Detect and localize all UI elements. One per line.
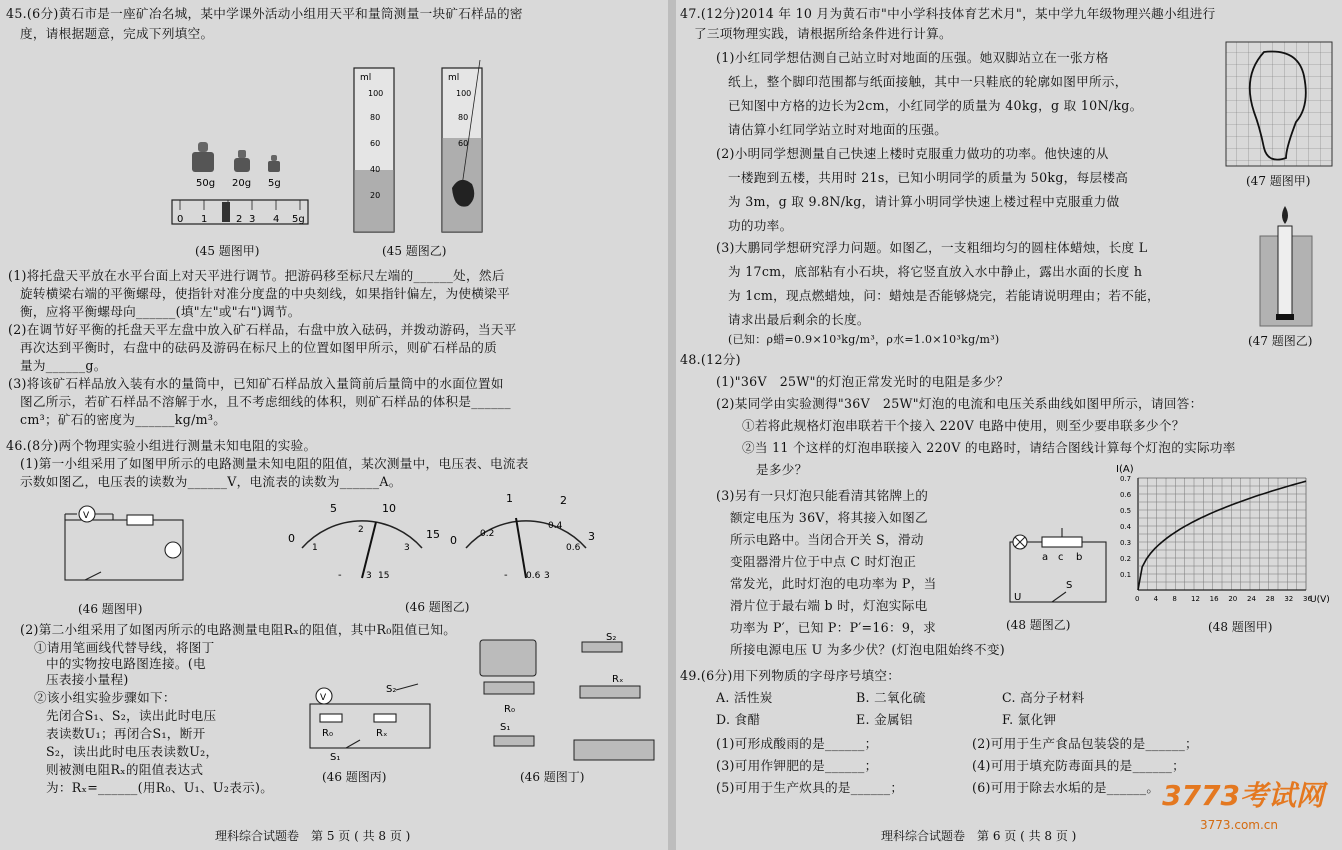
q49-item: (5)可用于生产炊具的是______； [716, 780, 904, 795]
q49-item: (4)可用于填充防毒面具的是______； [972, 758, 1186, 773]
device-s1-label: S₁ [500, 722, 511, 733]
circuit-c-s2: S₂ [386, 684, 397, 695]
q48-line: 所示电路中。当闭合开关 S，滑动 [730, 532, 924, 547]
scale-tick-0: 0 [177, 214, 184, 225]
q48-line: 变阻器滑片位于中点 C 时灯泡正 [730, 554, 917, 569]
cyl-a-tick: 60 [370, 139, 381, 148]
page-5 [0, 0, 668, 850]
q45-line: 图乙所示，若矿石样品不溶解于水，且不考虑细线的体积，则矿石样品的体积是______ [20, 394, 511, 409]
q47-intro: 了三项物理实践，请根据所给条件进行计算。 [694, 26, 952, 41]
q49-item: (1)可形成酸雨的是______； [716, 736, 878, 751]
q45-line: 量为______g。 [20, 358, 107, 373]
graph-xtick: 28 [1265, 595, 1275, 603]
q47-line: 纸上，整个脚印范围都与纸面接触，其中一只鞋底的轮廓如图甲所示， [728, 74, 1128, 89]
graph-ytick: 0.6 [1120, 491, 1132, 499]
q46-caption-c: (46 题图丙) [322, 770, 387, 784]
q48-line: (2)某同学由实验测得"36V 25W"灯泡的电流和电压关系曲线如图甲所示，请回答： [716, 396, 1203, 411]
q48-line: 常发光，此时灯泡的电功率为 P，当 [730, 576, 937, 591]
resistor-rx-device [580, 686, 640, 698]
graph-ytick: 0.1 [1120, 571, 1132, 579]
q46-line: 则被测电阻Rₓ的阻值表达式 [46, 762, 204, 777]
weight-5g-label: 5g [268, 178, 281, 189]
q45-line: cm³；矿石的密度为______kg/m³。 [20, 412, 227, 427]
watermark-url: 3773.com.cn [1200, 818, 1278, 832]
candle-figure [1256, 206, 1316, 328]
q45-caption-a: (45 题图甲) [195, 244, 260, 258]
q47-line: 为 17cm，底部粘有小石块，将它竖直放入水中静止，露出水面的长度 h [728, 264, 1143, 279]
flame [1282, 206, 1288, 224]
q45-caption-b: (45 题图乙) [382, 244, 447, 258]
graph-xtick: 24 [1247, 595, 1256, 603]
q46-components [470, 632, 660, 772]
q47-line: 请求出最后剩余的长度。 [728, 312, 870, 327]
q46-circuit-c [300, 680, 440, 760]
graph-xtick: 20 [1228, 595, 1238, 603]
q46-meters [282, 492, 612, 592]
graph-xtick: 0 [1135, 595, 1140, 603]
cyl-a-tick: 20 [370, 191, 381, 200]
scale-tick-4: 4 [273, 214, 280, 225]
q46-caption-b: (46 题图乙) [405, 600, 470, 614]
q46-caption-d: (46 题图丁) [520, 770, 585, 784]
q49-item: (6)可用于除去水垢的是______。 [972, 780, 1160, 795]
scale-tick-1: 1 [201, 214, 208, 225]
q46-line: S₂，读出此时电压表读数U₂， [46, 744, 219, 759]
a-tick: 0.4 [548, 521, 563, 531]
circuit-c-rx: Rₓ [376, 728, 388, 739]
ammeter-needle [516, 518, 526, 578]
page-fold [668, 0, 676, 850]
graph-ytick: 0.5 [1120, 507, 1132, 515]
v-tick: 1 [312, 543, 318, 553]
rheostat-b: b [1076, 552, 1083, 563]
q46-line: 中的实物按电路图连接。(电 [46, 656, 206, 671]
voltmeter-device [480, 640, 536, 676]
resistor-r0-device [484, 682, 534, 694]
q45-line: 衡，应将平衡螺母向______(填"左"或"右")调节。 [20, 304, 301, 319]
graph-xtick: 12 [1191, 595, 1200, 603]
v-terminal: 15 [378, 571, 390, 581]
q45-line: (3)将该矿石样品放入装有水的量筒中，已知矿石样品放入量筒前后量筒中的水面位置如 [8, 376, 504, 391]
graph-ytick: 0.2 [1120, 555, 1132, 563]
q46-line: ②该小组实验步骤如下： [34, 690, 176, 705]
q47-line: 一楼跑到五楼，共用时 21s，已知小明同学的质量为 50kg，每层楼高 [728, 170, 1129, 185]
rider [222, 202, 230, 222]
footer-page-6: 理科综合试题卷 第 6 页 ( 共 8 页 ) [881, 829, 1077, 843]
scale-tick-2: 2 [236, 214, 243, 225]
battery-device [574, 740, 654, 760]
iu-graph [1116, 460, 1340, 620]
a-tick: 2 [560, 494, 567, 507]
q46-line: 示数如图乙，电压表的读数为______V，电流表的读数为______A。 [20, 474, 402, 489]
q49-option-c: C. 高分子材料 [1002, 690, 1085, 705]
q49-option-b: B. 二氧化硫 [856, 690, 926, 705]
a-tick: 0.2 [480, 529, 495, 539]
q46-line: 先闭合S₁、S₂，读出此时电压 [46, 708, 217, 723]
a-tick: 3 [588, 530, 595, 543]
cyl-a-tick: 80 [370, 113, 381, 122]
q47-line: 功的功率。 [728, 218, 793, 233]
q46-line: 表读数U₁；再闭合S₁，断开 [46, 726, 206, 741]
q46-line: (1)第一小组采用了如图甲所示的电路测量未知电阻的阻值，某次测量中，电压表、电流表 [20, 456, 529, 471]
q47-line: 为 1cm，现点燃蜡烛，问：蜡烛是否能够烧完，若能请说明理由；若不能， [728, 288, 1160, 303]
device-s2-label: S₂ [606, 632, 617, 643]
a-terminal: 0.6 [526, 571, 541, 581]
q49-option-e: E. 金属铝 [856, 712, 913, 727]
v-tick: 0 [288, 532, 295, 545]
q45-line: (1)将托盘天平放在水平台面上对天平进行调节。把游码移至标尺左端的______处，然后 [8, 268, 505, 283]
q45-line: 旋转横梁右端的平衡螺母，使指针对准分度盘的中央刻线，如果指针偏左，为使横梁平 [20, 286, 510, 301]
q48-title: 48.(12分) [680, 352, 741, 367]
footer-page-5: 理科综合试题卷 第 5 页 ( 共 8 页 ) [215, 829, 411, 843]
q47-line: 为 3m，g 取 9.8N/kg，请计算小明同学快速上楼过程中克服重力做 [728, 194, 1120, 209]
q45-line: (2)在调节好平衡的托盘天平左盘中放入矿石样品，右盘中放入砝码，并拨动游码，当天平 [8, 322, 517, 337]
q47-line: 已知图中方格的边长为2cm，小红同学的质量为 40kg，g 取 10N/kg。 [728, 98, 1143, 113]
graph-xtick: 16 [1209, 595, 1219, 603]
watermark-logo: 3773考试网 [1162, 779, 1324, 812]
q46-circuit-a [55, 500, 195, 595]
cylinders-figure [340, 58, 500, 238]
q49-title: 49.(6分)用下列物质的字母序号填空： [680, 668, 901, 683]
voltmeter-needle [362, 522, 376, 578]
a-terminal: 3 [544, 571, 550, 581]
candle [1278, 226, 1292, 316]
q48-circuit [1002, 528, 1112, 608]
voltmeter-label: V [83, 511, 90, 521]
circuit-c-r0: R₀ [322, 728, 333, 739]
circuit-c-s1: S₁ [330, 752, 341, 760]
water-a [354, 170, 394, 232]
device-rx-label: Rₓ [612, 674, 624, 685]
switch-s1-device [494, 736, 534, 746]
cyl-a-tick: 100 [368, 89, 384, 98]
rheostat-a: a [1042, 552, 1049, 563]
q47-line: (1)小红同学想估测自己站立时对地面的压强。她双脚站立在一张方格 [716, 50, 1109, 65]
balance-figure [160, 130, 320, 230]
q48-line: ①若将此规格灯泡串联若干个接入 220V 电路中使用，则至少要串联多少个？ [742, 418, 1185, 433]
cyl-b-tick: 100 [456, 89, 472, 98]
page-6 [676, 0, 1342, 850]
graph-grid [1138, 478, 1306, 590]
q49-item: (3)可用作钾肥的是______； [716, 758, 878, 773]
graph-xtick: 8 [1172, 595, 1177, 603]
cyl-a-tick: 40 [370, 165, 381, 174]
q47-title: 47.(12分)2014 年 10 月为黄石市"中小学科技体育艺术月"，某中学九年级物理兴趣小组进行 [680, 6, 1216, 21]
q47-line: (3)大鹏同学想研究浮力问题。如图乙，一支粗细均匀的圆柱体蜡烛，长度 L [716, 240, 1148, 255]
q47-caption-a: (47 题图甲) [1246, 174, 1311, 188]
graph-xtick: 4 [1153, 595, 1159, 603]
a-tick: 1 [506, 492, 513, 505]
q48-line: (3)另有一只灯泡只能看清其铭牌上的 [716, 488, 929, 503]
q49-option-a: A. 活性炭 [716, 690, 773, 705]
cyl-b-tick: 80 [458, 113, 469, 122]
footprint-grid [1224, 40, 1334, 168]
rheostat-c: c [1058, 552, 1064, 563]
q46-line: (2)第二小组采用了如图丙所示的电路测量电阻Rₓ的阻值，其中R₀阻值已知。 [20, 622, 457, 637]
graph-ytick: 0.3 [1120, 539, 1132, 547]
a-terminal: - [504, 570, 508, 581]
weights-group [192, 142, 280, 172]
cyl-b-unit: ml [448, 73, 460, 83]
graph-ytick: 0.7 [1120, 475, 1132, 483]
v-tick: 15 [426, 528, 440, 541]
a-tick: 0.6 [566, 543, 581, 553]
q48-caption-a: (48 题图甲) [1208, 620, 1273, 634]
a-tick: 0 [450, 534, 457, 547]
q48-line: 功率为 P′，已知 P：P′=16：9，求 [730, 620, 936, 635]
q45-intro: 度，请根据题意，完成下列填空。 [20, 26, 214, 41]
q48-line: (1)"36V 25W"的灯泡正常发光时的电阻是多少？ [716, 374, 1010, 389]
q48-line: 滑片位于最右端 b 时，灯泡实际电 [730, 598, 928, 613]
circuit-c-v: V [320, 693, 327, 703]
scale-tick-3: 3 [249, 214, 256, 225]
ammeter-dial [450, 492, 595, 581]
q46-caption-a: (46 题图甲) [78, 602, 143, 616]
graph-ytick: 0.4 [1120, 523, 1132, 531]
q46-title: 46.(8分)两个物理实验小组进行测量未知电阻的实验。 [6, 438, 317, 453]
q46-line: 为：Rₓ=______(用R₀、U₁、U₂表示)。 [46, 780, 274, 795]
v-terminal: - [338, 570, 342, 581]
q47-line: (2)小明同学想测量自己快速上楼时克服重力做功的功率。他快速的从 [716, 146, 1109, 161]
switch-s2-device [582, 642, 622, 652]
switch-s: S [1066, 580, 1073, 591]
q47-densities: (已知：ρ蜡=0.9×10³kg/m³，ρ水=1.0×10³kg/m³) [728, 333, 1000, 346]
scale-tick-5: 5g [292, 214, 305, 225]
q46-line: ①请用笔画线代替导线，将图丁 [34, 640, 215, 655]
graph-xtick: 32 [1284, 595, 1294, 603]
device-r0-label: R₀ [504, 704, 515, 715]
v-tick: 5 [330, 502, 337, 515]
q47-caption-b: (47 题图乙) [1248, 334, 1313, 348]
q48-caption-b: (48 题图乙) [1006, 618, 1071, 632]
v-tick: 3 [404, 543, 410, 553]
v-tick: 2 [358, 525, 364, 535]
cyl-a-unit: ml [360, 73, 372, 83]
graph-xlabel: U(V) [1310, 595, 1330, 605]
q45-title: 45.(6分)黄石市是一座矿冶名城，某中学课外活动小组用天平和量筒测量一块矿石样品的密 [6, 6, 523, 21]
q45-line: 再次达到平衡时，右盘中的砝码及游码在标尺上的位置如图甲所示，则矿石样品的质 [20, 340, 498, 355]
q47-line: 请估算小红同学站立时对地面的压强。 [728, 122, 948, 137]
v-tick: 10 [382, 502, 396, 515]
q46-line: 压表接小量程) [46, 672, 129, 687]
voltmeter-dial [288, 502, 440, 581]
source-u: U [1014, 592, 1022, 603]
q48-line: 额定电压为 36V，将其接入如图乙 [730, 510, 928, 525]
stone [1276, 314, 1294, 320]
q48-line: 是多少？ [756, 462, 808, 477]
graph-xtick: 36 [1303, 595, 1312, 603]
q49-option-d: D. 食醋 [716, 712, 761, 727]
weight-50g-label: 50g [196, 178, 216, 189]
q48-line: ②当 11 个这样的灯泡串联接入 220V 的电路时，请结合图线计算每个灯泡的实际功率 [742, 440, 1236, 455]
graph-ylabel: I(A) [1116, 464, 1134, 475]
q49-option-f: F. 氯化钾 [1002, 712, 1057, 727]
cyl-b-tick: 60 [458, 139, 469, 148]
v-terminal: 3 [366, 571, 372, 581]
q49-item: (2)可用于生产食品包装袋的是______； [972, 736, 1198, 751]
weight-20g-label: 20g [232, 178, 252, 189]
q48-line: 所接电源电压 U 为多少伏？(灯泡电阻始终不变) [730, 642, 1005, 657]
